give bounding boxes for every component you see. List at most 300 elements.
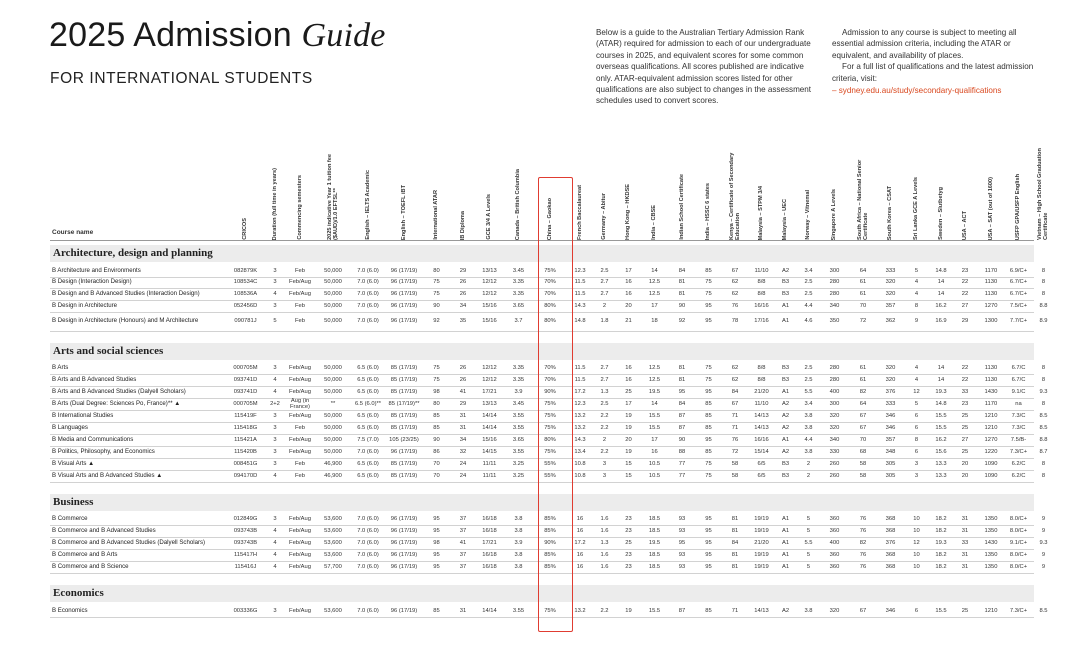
table-cell: 10 <box>913 564 920 571</box>
table-cell: 95 <box>705 389 712 396</box>
column-header-label: English – IELTS Academic <box>364 170 371 240</box>
table-cell: 50,000 <box>324 377 342 384</box>
table-cell: 8/8 <box>757 377 766 384</box>
table-cell: 400 <box>829 540 840 547</box>
table-cell: A1 <box>781 516 790 523</box>
table-cell: 7.0 (6.0) <box>357 448 379 455</box>
table-cell: 115421A <box>234 436 257 443</box>
table-cell: 008451G <box>233 460 258 467</box>
column-header <box>316 144 350 240</box>
table-cell: A1 <box>781 303 790 310</box>
table-cell: Feb/Aug <box>289 552 311 559</box>
course-name: B Economics <box>52 606 88 614</box>
table-cell: 1.6 <box>600 528 609 535</box>
table-cell: 2.7 <box>600 365 609 372</box>
table-cell: 12/12 <box>482 279 497 286</box>
table-cell: 50,000 <box>324 436 342 443</box>
column-header-label: USA – ACT <box>961 210 968 240</box>
table-cell: 75% <box>544 267 556 274</box>
table-cell: 61 <box>859 279 867 286</box>
table-cell: 68 <box>859 448 867 455</box>
table-cell: 8.0/C+ <box>1009 528 1028 535</box>
table-cell: 16/16 <box>754 303 769 310</box>
table-cell: 12.5 <box>648 279 661 286</box>
page-subtitle: FOR INTERNATIONAL STUDENTS <box>50 70 313 87</box>
column-header <box>929 144 953 240</box>
table-cell: 1.8 <box>600 318 609 325</box>
table-cell: 98 <box>433 540 440 547</box>
table-cell: 2.7 <box>600 377 609 384</box>
table-cell: 16.2 <box>935 436 947 443</box>
table-cell: 320 <box>885 291 896 298</box>
column-header <box>350 144 386 240</box>
column-header <box>451 144 475 240</box>
table-cell: 3.55 <box>512 424 525 431</box>
table-cell: 20 <box>625 303 632 310</box>
table-cell: 61 <box>859 377 867 384</box>
table-cell: 27 <box>961 436 969 443</box>
table-cell: 17/21 <box>482 540 497 547</box>
table-cell: 96 (17/19) <box>390 267 418 274</box>
table-cell: 95 <box>705 318 712 325</box>
table-cell: 3.8 <box>514 564 523 571</box>
table-row <box>50 422 1048 435</box>
table-cell: 85 <box>705 267 712 274</box>
table-cell: 350 <box>829 318 840 325</box>
table-cell: 92 <box>433 318 440 325</box>
table-cell: 85% <box>544 564 556 571</box>
table-cell: 13.3 <box>935 460 947 467</box>
table-cell: 3 <box>914 472 919 479</box>
table-cell: 9 <box>1041 552 1046 559</box>
table-cell: 96 (17/19) <box>390 291 418 298</box>
table-cell: 82 <box>859 540 867 547</box>
table-cell: 20 <box>961 460 969 467</box>
table-cell: 16 <box>625 365 632 372</box>
table-cell: 6 <box>914 413 919 420</box>
table-cell: 093743B <box>233 540 258 547</box>
table-cell: 7.0 (6.0) <box>357 303 379 310</box>
table-cell: 87 <box>678 607 686 614</box>
table-cell: 16/18 <box>482 552 497 559</box>
table-cell: 25 <box>625 540 632 547</box>
table-cell: 3 <box>273 279 277 286</box>
table-cell: 84 <box>678 267 686 274</box>
table-cell: 5 <box>914 267 919 274</box>
table-cell: 81 <box>731 516 739 523</box>
table-cell: 115419F <box>234 413 257 420</box>
table-cell: 62 <box>731 291 739 298</box>
table-cell: 3.8 <box>514 552 523 559</box>
table-cell: 46,900 <box>324 472 342 479</box>
table-cell: 75% <box>544 413 556 420</box>
table-cell: 8 <box>914 303 919 310</box>
table-cell: 362 <box>885 318 896 325</box>
table-cell: 000705M <box>233 401 258 408</box>
table-cell: 333 <box>885 401 896 408</box>
table-cell: 14.3 <box>574 436 586 443</box>
table-cell: 13/13 <box>482 267 497 274</box>
column-header-label: International ATAR <box>433 190 440 240</box>
table-row <box>50 387 1048 400</box>
table-row <box>50 526 1046 539</box>
table-cell: 8.5 <box>1039 413 1048 420</box>
table-cell: 18.5 <box>648 528 661 535</box>
table-cell: 8/8 <box>757 279 766 286</box>
table-cell: 16/18 <box>482 564 497 571</box>
table-cell: 1350 <box>984 528 998 535</box>
table-cell: 75 <box>433 377 440 384</box>
table-cell: 19.5 <box>648 540 661 547</box>
table-cell: 8.5 <box>1039 424 1048 431</box>
table-cell: 85 <box>705 413 712 420</box>
table-cell: 32 <box>459 448 467 455</box>
title-main: 2025 Admission <box>49 16 292 54</box>
column-header-label: Indian School Certificate <box>678 174 685 240</box>
table-cell: Aug (in France) <box>290 397 310 411</box>
table-cell: 4.6 <box>804 318 813 325</box>
table-cell: 300 <box>829 401 840 408</box>
table-cell: A1 <box>781 436 790 443</box>
table-cell: 50,000 <box>324 303 342 310</box>
table-cell: 15.5 <box>648 607 661 614</box>
table-cell: 6/5 <box>757 472 766 479</box>
table-cell: 7.3/C <box>1011 413 1026 420</box>
table-cell: 75 <box>705 377 712 384</box>
table-cell: 280 <box>829 365 840 372</box>
table-cell: 6.5 (6.0) <box>357 460 379 467</box>
table-cell: 6 <box>914 607 919 614</box>
table-cell: 50,000 <box>324 448 342 455</box>
table-cell: Feb/Aug <box>289 377 311 384</box>
table-cell: 3.25 <box>512 460 525 467</box>
table-cell: 15 <box>625 460 632 467</box>
table-cell: 14/14 <box>482 607 497 614</box>
column-header-label: Hong Kong – HKDSE <box>625 184 632 240</box>
table-cell: 76 <box>731 303 739 310</box>
table-cell: 14/13 <box>754 607 769 614</box>
table-cell: 70% <box>544 365 556 372</box>
table-cell: 77 <box>678 472 686 479</box>
table-cell: 50,000 <box>324 291 342 298</box>
table-cell: 2+2 <box>270 401 280 408</box>
table-cell: 81 <box>678 365 686 372</box>
table-cell: 25 <box>961 448 969 455</box>
section-header <box>50 585 1034 602</box>
table-cell: 85% <box>544 516 556 523</box>
course-name: B Architecture and Environments <box>52 266 141 274</box>
column-header-label: South Korea – CSAT <box>887 185 894 240</box>
table-cell: 31 <box>961 528 969 535</box>
qualifications-link[interactable]: – sydney.edu.au/study/secondary-qualifications <box>832 86 1002 96</box>
table-cell: 61 <box>859 291 867 298</box>
table-cell: 96 (17/19) <box>390 564 418 571</box>
course-name: B Commerce and B Arts <box>52 551 118 559</box>
table-cell: 53,600 <box>324 607 342 614</box>
table-cell: 5 <box>806 516 811 523</box>
table-cell: 3.55 <box>512 413 525 420</box>
table-row <box>50 375 1046 388</box>
column-header <box>266 144 284 240</box>
table-cell: 19.3 <box>935 389 947 396</box>
table-cell: 3.55 <box>512 607 525 614</box>
table-cell: 14 <box>937 291 945 298</box>
table-cell: 3.55 <box>512 448 525 455</box>
table-cell: 3.8 <box>514 528 523 535</box>
table-cell: A2 <box>781 413 790 420</box>
table-cell: 1270 <box>984 436 998 443</box>
course-name: B Languages <box>52 423 88 431</box>
table-cell: 17 <box>651 303 658 310</box>
table-cell: 4.4 <box>804 303 813 310</box>
table-cell: 1090 <box>984 460 998 467</box>
column-header <box>504 144 533 240</box>
table-cell: 115418G <box>233 424 258 431</box>
section-title: Business <box>53 495 94 508</box>
table-cell: 2.7 <box>600 279 609 286</box>
qualifications-paragraph: For a full list of qualifications and the latest admission criteria, visit: <box>832 62 1034 83</box>
table-cell: 16.2 <box>935 303 947 310</box>
table-cell: 1.6 <box>600 552 609 559</box>
table-cell: 64 <box>859 401 867 408</box>
table-cell: 3.35 <box>512 279 525 286</box>
table-cell: 33 <box>961 389 969 396</box>
table-cell: 1.6 <box>600 564 609 571</box>
table-cell: 25 <box>625 389 632 396</box>
table-cell: 15/16 <box>482 318 497 325</box>
table-cell: 23 <box>961 401 969 408</box>
table-cell: 27 <box>961 303 969 310</box>
column-header <box>774 144 797 240</box>
table-cell: 8/8 <box>757 365 766 372</box>
table-cell: B3 <box>781 377 790 384</box>
table-cell: 75 <box>705 279 712 286</box>
table-cell: 320 <box>885 377 896 384</box>
table-cell: 4 <box>273 291 277 298</box>
table-cell: 93 <box>678 552 686 559</box>
course-name: B Arts (Dual Degree: Sciences Po, France)** ▲ <box>52 400 181 408</box>
table-cell: 10.8 <box>574 460 586 467</box>
table-cell: 12/12 <box>482 291 497 298</box>
table-cell: 340 <box>829 303 840 310</box>
table-cell: 10.5 <box>648 460 661 467</box>
table-cell: 3 <box>602 460 607 467</box>
column-header-label: IB Diploma <box>459 210 466 240</box>
table-cell: 90 <box>678 303 686 310</box>
table-cell: 105 (23/25) <box>389 436 419 443</box>
table-cell: 22 <box>961 365 969 372</box>
column-header-label: CRICOS <box>242 218 249 240</box>
table-cell: 95 <box>705 528 712 535</box>
table-cell: 90 <box>678 436 686 443</box>
table-cell: 13.2 <box>574 413 586 420</box>
table-row <box>50 313 1048 332</box>
table-cell: 320 <box>885 279 896 286</box>
table-cell: 80% <box>544 303 556 310</box>
table-cell: 4 <box>273 552 277 559</box>
table-cell: 093741D <box>233 377 258 384</box>
table-cell: 76 <box>859 516 867 523</box>
table-cell: 85 (17/19) <box>390 389 418 396</box>
table-cell: 71 <box>731 424 739 431</box>
table-cell: 1270 <box>984 303 998 310</box>
table-cell: 85 <box>433 607 440 614</box>
table-cell: 22 <box>961 291 969 298</box>
table-cell: 95 <box>433 516 440 523</box>
table-cell: 70 <box>433 472 440 479</box>
table-cell: 3.35 <box>512 365 525 372</box>
table-cell: 3.45 <box>512 401 525 408</box>
table-cell: 31 <box>961 516 969 523</box>
table-cell: 78 <box>731 318 739 325</box>
table-cell: 23 <box>625 528 632 535</box>
table-cell: 11/11 <box>482 460 497 467</box>
table-cell: 2.5 <box>804 291 813 298</box>
table-cell: 16/16 <box>754 436 769 443</box>
table-row <box>50 458 1046 471</box>
table-cell: 360 <box>829 552 840 559</box>
table-cell: 2 <box>806 472 811 479</box>
table-cell: Feb <box>295 318 305 325</box>
table-cell: 2.5 <box>804 279 813 286</box>
table-cell: 3.8 <box>804 607 813 614</box>
column-header-label: French Baccalaureat <box>576 184 583 240</box>
table-cell: 346 <box>885 607 896 614</box>
table-row <box>50 265 1046 278</box>
table-cell: 85 (17/19)** <box>388 401 420 408</box>
column-header-label: GCE 3/4 A Levels <box>486 194 493 240</box>
column-header-label: English – TOEFL iBT <box>400 184 407 240</box>
table-cell: A1 <box>781 540 790 547</box>
table-cell: 260 <box>829 472 840 479</box>
column-header <box>616 144 641 240</box>
table-cell: 15/14 <box>754 448 769 455</box>
table-cell: 6.7/C+ <box>1009 279 1028 286</box>
column-header-label: Canada – British Columbia <box>515 168 522 240</box>
table-cell: 4 <box>273 389 277 396</box>
course-name: B Arts and B Advanced Studies (Dalyell Scholars) <box>52 388 186 396</box>
table-cell: 1430 <box>984 540 998 547</box>
table-cell: 76 <box>859 552 867 559</box>
table-cell: 320 <box>885 365 896 372</box>
course-name: B Design and B Advanced Studies (Interaction Design) <box>52 290 200 298</box>
course-name: B Design in Architecture (Honours) and M Architecture <box>52 317 199 325</box>
column-header-label: Sweden – Slutbetyg <box>937 187 944 240</box>
table-cell: 14/15 <box>482 448 497 455</box>
table-cell: 57,700 <box>324 564 342 571</box>
table-cell: 1090 <box>984 472 998 479</box>
column-header-label: India – CBSE <box>651 205 658 240</box>
table-cell: 6.5 (6.0) <box>357 377 379 384</box>
table-cell: 108536A <box>233 291 258 298</box>
table-cell: 11.5 <box>574 365 586 372</box>
table-cell: 19/19 <box>754 552 769 559</box>
column-header-label: China – Gaokao <box>546 197 553 240</box>
course-name: B International Studies <box>52 412 114 420</box>
table-cell: 22 <box>961 279 969 286</box>
table-cell: 3.35 <box>512 377 525 384</box>
table-cell: 19 <box>625 424 632 431</box>
table-cell: 3.65 <box>512 303 525 310</box>
table-cell: 26 <box>459 365 467 372</box>
column-header <box>797 144 820 240</box>
table-cell: 87 <box>678 413 686 420</box>
table-cell: 3 <box>273 516 277 523</box>
table-cell: 14 <box>937 279 945 286</box>
table-cell: 400 <box>829 389 840 396</box>
table-cell: 19.5 <box>648 389 661 396</box>
table-cell: 3.9 <box>514 389 523 396</box>
table-cell: Feb/Aug <box>289 291 311 298</box>
course-name: B Media and Communications <box>52 435 134 443</box>
table-cell: 012849G <box>233 516 258 523</box>
course-name: B Politics, Philosophy, and Economics <box>52 447 155 455</box>
table-cell: 96 (17/19) <box>390 318 418 325</box>
table-cell: 10.8 <box>574 472 586 479</box>
table-cell: 20 <box>625 436 632 443</box>
table-cell: 17 <box>651 436 658 443</box>
table-cell: 1350 <box>984 552 998 559</box>
table-cell: 77 <box>678 460 686 467</box>
table-cell: 70% <box>544 291 556 298</box>
table-cell: 3 <box>273 424 277 431</box>
table-cell: 75% <box>544 607 556 614</box>
table-cell: 1170 <box>984 401 998 408</box>
table-cell: 17/21 <box>482 389 497 396</box>
table-cell: 8 <box>1041 267 1046 274</box>
table-cell: 1130 <box>984 365 998 372</box>
table-cell: 22 <box>961 377 969 384</box>
table-cell: 62 <box>731 377 739 384</box>
table-cell: 14/13 <box>754 413 769 420</box>
column-header-label: Malaysia – STPM 3/4 <box>758 185 765 240</box>
table-cell: 96 (17/19) <box>390 303 418 310</box>
table-cell: 80% <box>544 436 556 443</box>
table-cell: 8.0/C+ <box>1009 516 1028 523</box>
table-cell: 9.1/C <box>1011 389 1026 396</box>
table-cell: 88 <box>678 448 686 455</box>
table-cell: 11.5 <box>574 377 586 384</box>
table-cell: 6.2/C <box>1011 472 1026 479</box>
table-cell: 85 <box>433 413 440 420</box>
table-cell: 13.2 <box>574 424 586 431</box>
table-cell: 7.0 (6.0) <box>357 564 379 571</box>
table-cell: Feb/Aug <box>289 389 311 396</box>
table-cell: 85% <box>544 552 556 559</box>
table-cell: 2 <box>602 436 607 443</box>
table-cell: 75 <box>705 365 712 372</box>
table-cell: 093741D <box>233 389 258 396</box>
table-cell: 16 <box>625 377 632 384</box>
table-cell: 50,000 <box>324 424 342 431</box>
section-title: Economics <box>53 587 104 600</box>
table-cell: 67 <box>731 401 739 408</box>
table-cell: 50,000 <box>324 365 342 372</box>
table-cell: 75 <box>433 279 440 286</box>
table-cell: B3 <box>781 279 790 286</box>
table-cell: 14.8 <box>935 401 947 408</box>
table-cell: 95 <box>433 552 440 559</box>
table-cell: 4 <box>273 472 277 479</box>
table-cell: 3.8 <box>804 424 813 431</box>
table-cell: 090781J <box>234 318 257 325</box>
table-cell: 2.7 <box>600 291 609 298</box>
table-cell: Feb/Aug <box>289 448 311 455</box>
table-cell: 5 <box>914 401 919 408</box>
table-cell: A1 <box>781 552 790 559</box>
table-cell: 58 <box>731 460 739 467</box>
table-cell: 16/18 <box>482 528 497 535</box>
